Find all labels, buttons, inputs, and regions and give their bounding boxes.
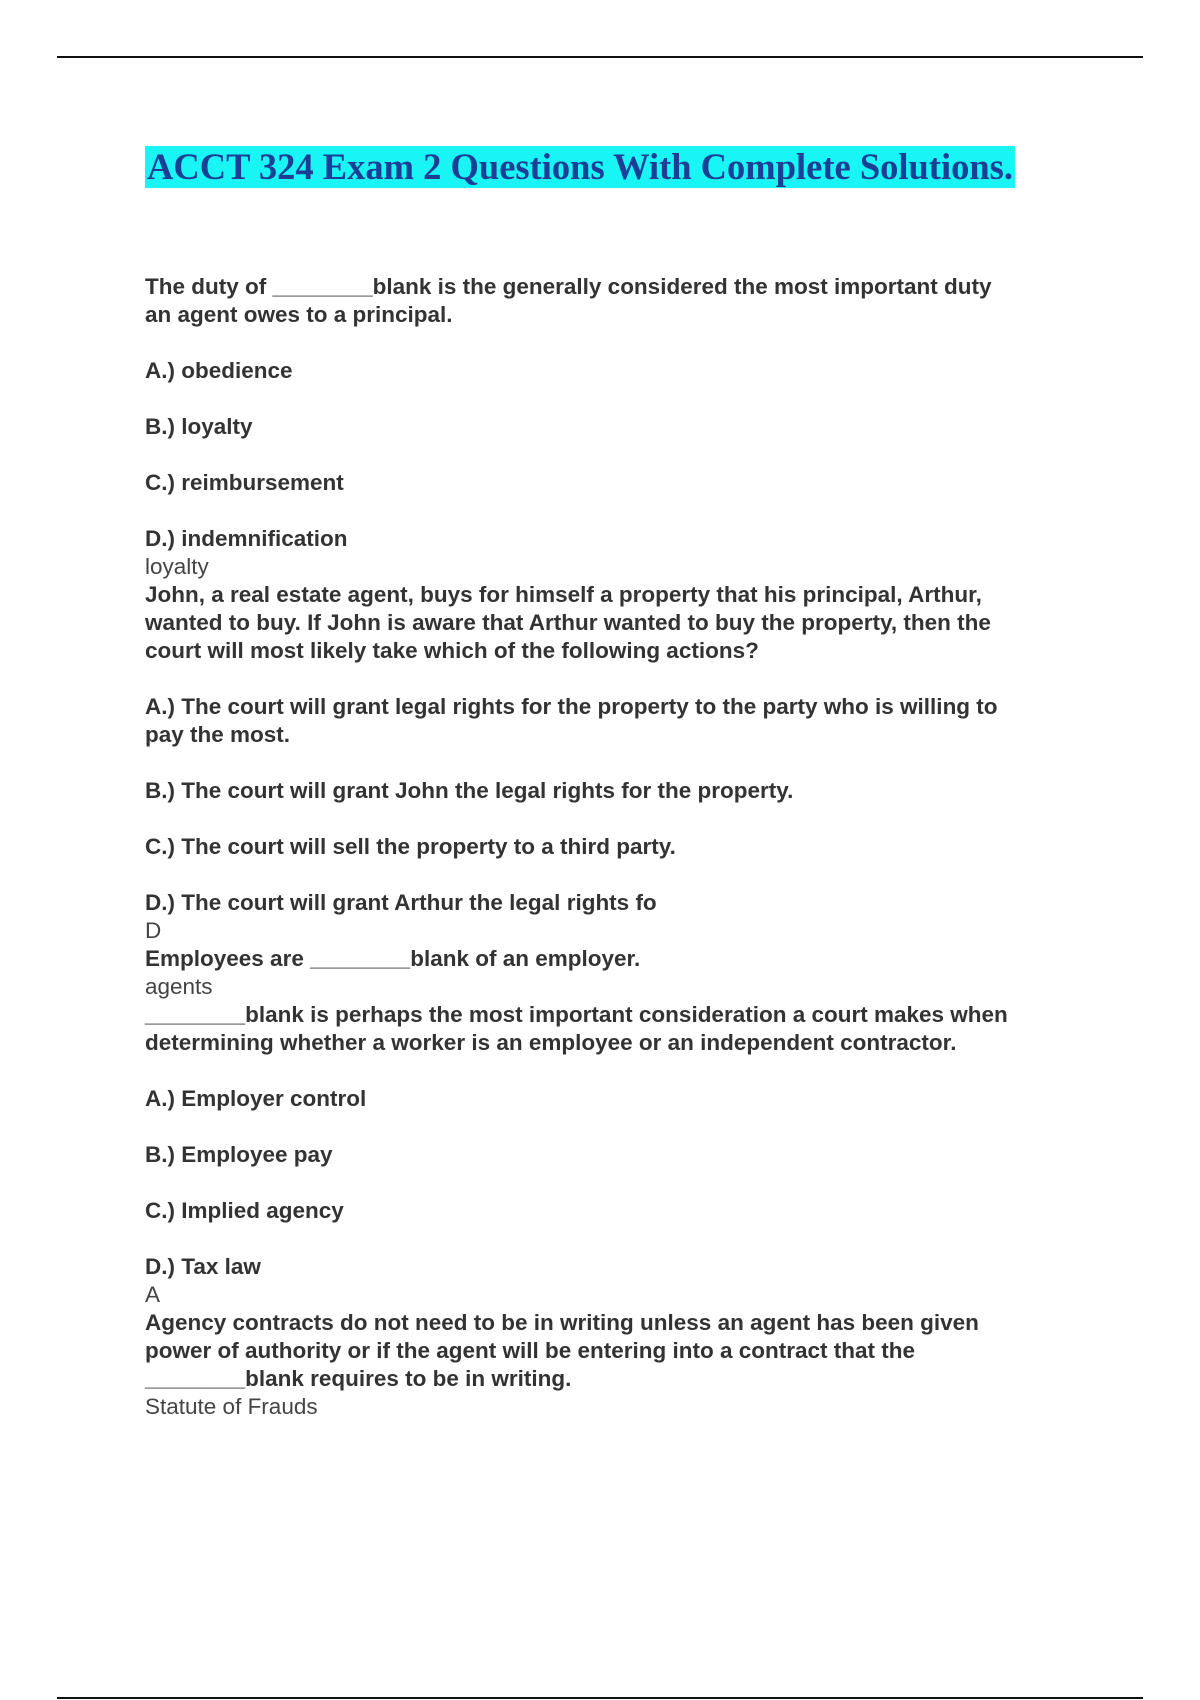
question-text: court will most likely take which of the following actions? xyxy=(145,638,759,663)
document-title: ACCT 324 Exam 2 Questions With Complete Solutions. xyxy=(147,146,1013,187)
option-b: B.) Employee pay xyxy=(145,1142,333,1167)
top-rule xyxy=(57,56,1143,58)
option-d: D.) The court will grant Arthur the legal rights fo xyxy=(145,890,657,915)
option-c: C.) The court will sell the property to a third party. xyxy=(145,834,676,859)
option-a: pay the most. xyxy=(145,722,291,747)
questions-body xyxy=(145,273,1080,1421)
question-block xyxy=(145,1309,1080,1421)
option-c: C.) reimbursement xyxy=(145,470,344,495)
option-a: A.) obedience xyxy=(145,358,293,383)
question-text: determining whether a worker is an employee or an independent contractor. xyxy=(145,1030,957,1055)
question-text: The duty of ________blank is the generally considered the most important duty xyxy=(145,274,992,299)
option-b: B.) loyalty xyxy=(145,414,253,439)
answer-text: Statute of Frauds xyxy=(145,1394,318,1419)
question-text: John, a real estate agent, buys for himself a property that his principal, Arthur, xyxy=(145,582,982,607)
question-block xyxy=(145,273,1080,581)
question-text: ________blank is perhaps the most important consideration a court makes when xyxy=(145,1002,1008,1027)
option-c: C.) Implied agency xyxy=(145,1198,344,1223)
option-d: D.) Tax law xyxy=(145,1254,261,1279)
question-block xyxy=(145,945,1080,1001)
question-text: an agent owes to a principal. xyxy=(145,302,453,327)
question-block xyxy=(145,581,1080,945)
bottom-rule xyxy=(57,1697,1143,1699)
answer-text: D xyxy=(145,918,162,943)
answer-text: A xyxy=(145,1282,161,1307)
option-a: A.) The court will grant legal rights for the property to the party who is willing to xyxy=(145,694,998,719)
answer-text: loyalty xyxy=(145,554,209,579)
answer-text: agents xyxy=(145,974,213,999)
question-block xyxy=(145,1001,1080,1309)
question-text: wanted to buy. If John is aware that Arthur wanted to buy the property, then the xyxy=(145,610,991,635)
option-a: A.) Employer control xyxy=(145,1086,367,1111)
question-text: ________blank requires to be in writing. xyxy=(145,1366,572,1391)
title-block xyxy=(145,146,1015,188)
question-text: Agency contracts do not need to be in writing unless an agent has been given xyxy=(145,1310,979,1335)
option-b: B.) The court will grant John the legal rights for the property. xyxy=(145,778,794,803)
question-text: power of authority or if the agent will be entering into a contract that the xyxy=(145,1338,916,1363)
option-d: D.) indemnification xyxy=(145,526,348,551)
question-text: Employees are ________blank of an employer. xyxy=(145,946,641,971)
